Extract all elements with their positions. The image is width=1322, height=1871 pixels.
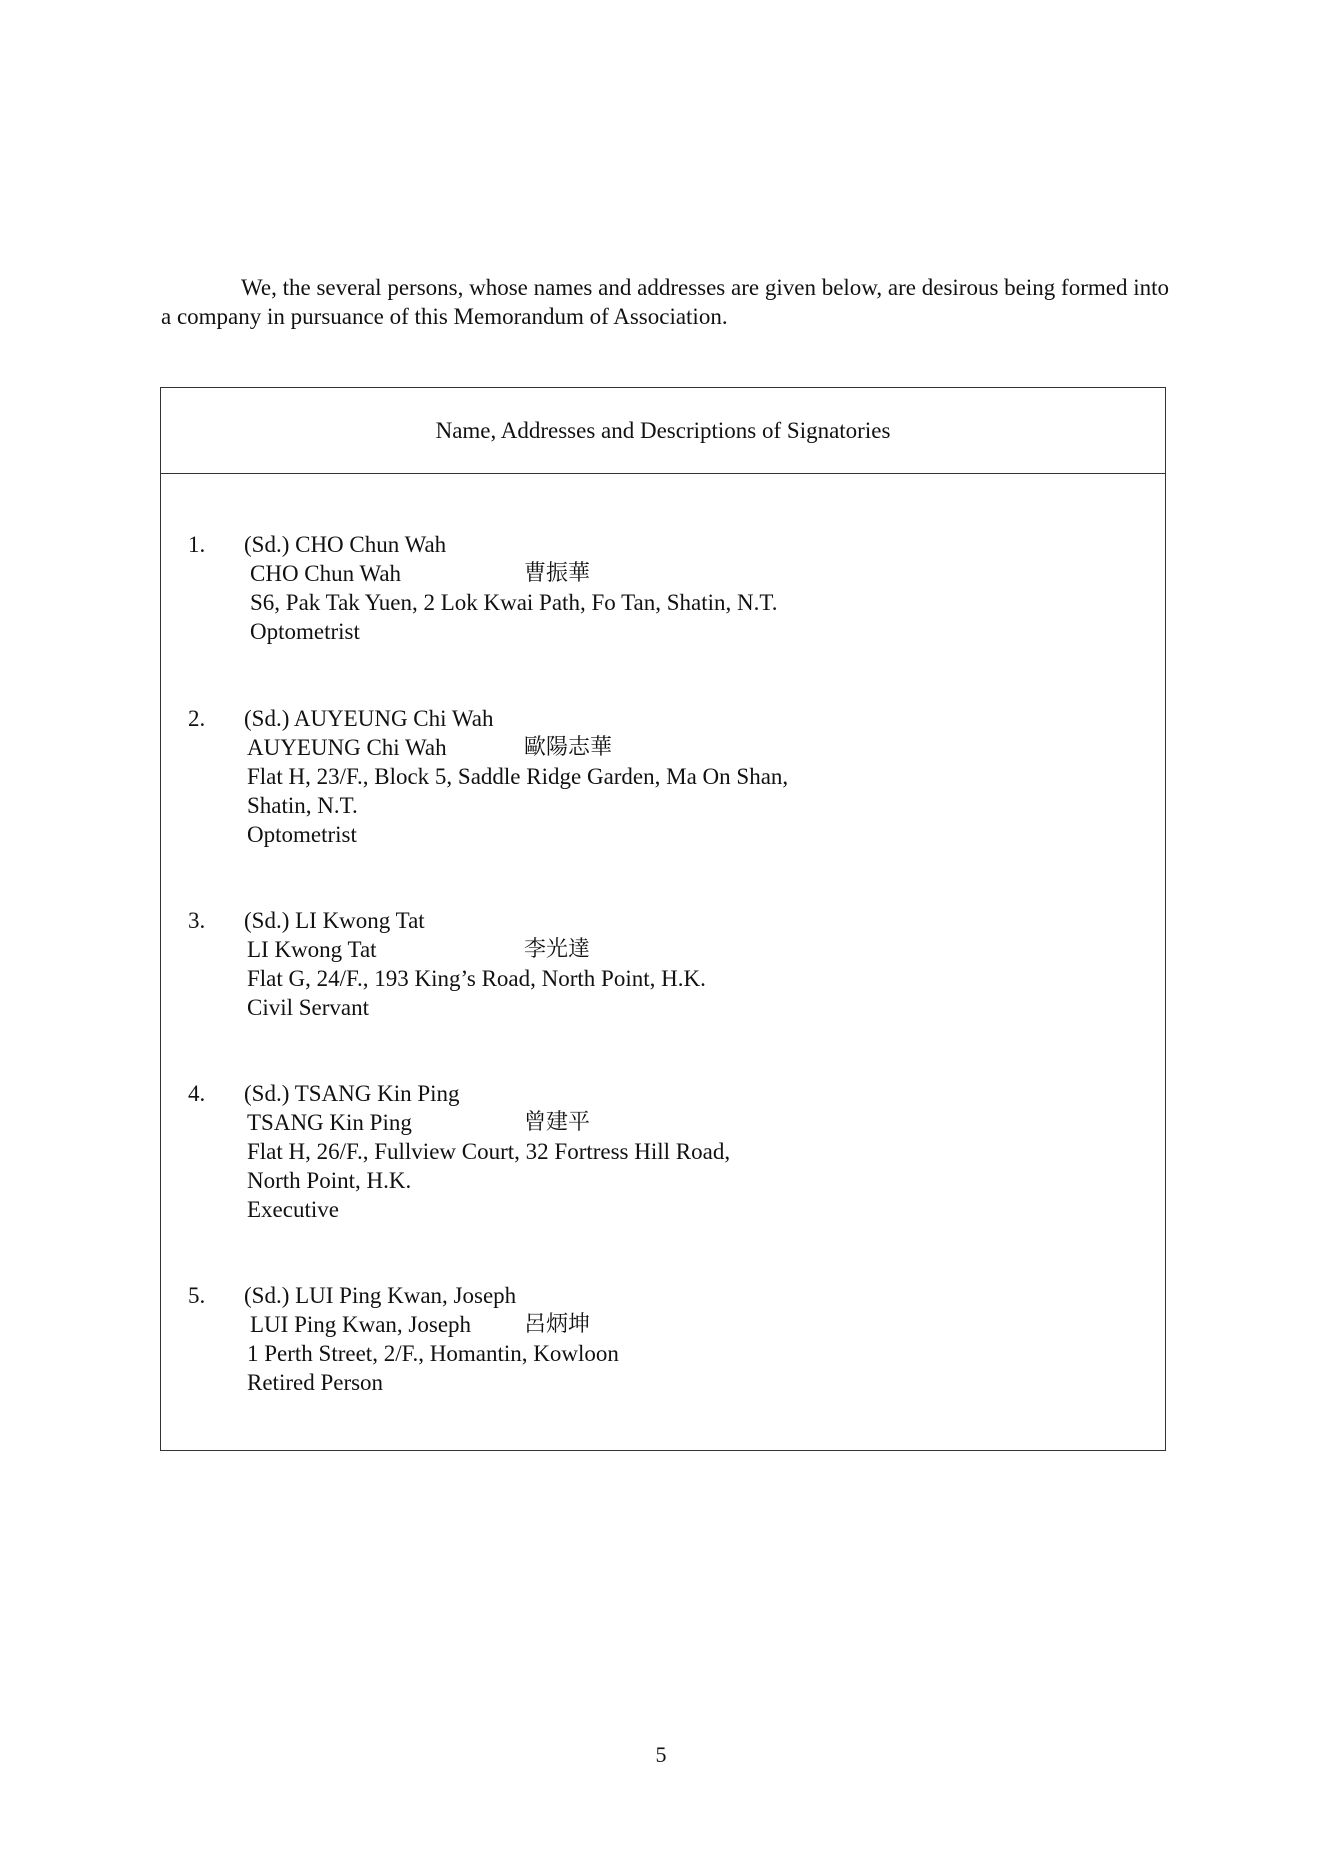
chinese-name: 李光達 [524,937,591,962]
signed-name: (Sd.) AUYEUNG Chi Wah [244,706,494,731]
table-header: Name, Addresses and Descriptions of Signatories [161,388,1165,474]
signatory-name: LI Kwong Tat [247,937,377,962]
address-line: Flat G, 24/F., 193 King’s Road, North Point, H.K. [247,966,706,991]
signed-name: (Sd.) CHO Chun Wah [244,532,447,557]
signed-name: (Sd.) TSANG Kin Ping [244,1081,460,1106]
occupation: Retired Person [247,1370,384,1395]
signed-name: (Sd.) LI Kwong Tat [244,908,425,933]
occupation: Executive [247,1197,339,1222]
page-number: 5 [655,1742,667,1767]
entry-number: 2. [188,706,206,731]
signatory-name: AUYEUNG Chi Wah [247,735,447,760]
address-line: S6, Pak Tak Yuen, 2 Lok Kwai Path, Fo Tan, Shatin, N.T. [250,590,778,615]
entry-number: 5. [188,1283,206,1308]
signatory-name: CHO Chun Wah [250,561,402,586]
address-line: North Point, H.K. [247,1168,412,1193]
address-line: 1 Perth Street, 2/F., Homantin, Kowloon [247,1341,619,1366]
intro-paragraph [161,273,1169,331]
occupation: Civil Servant [247,995,370,1020]
address-line: Flat H, 23/F., Block 5, Saddle Ridge Garden, Ma On Shan, [247,764,789,789]
entry-number: 4. [188,1081,206,1106]
intro-text: We, the several persons, whose names and addresses are given below, are desirous being formed into a company in pursuance of this Memorandum of Association. [161,275,1169,329]
occupation: Optometrist [250,619,360,644]
entry-number: 3. [188,908,206,933]
address-line: Flat H, 26/F., Fullview Court, 32 Fortress Hill Road, [247,1139,731,1164]
chinese-name: 歐陽志華 [524,735,613,760]
signatory-name: TSANG Kin Ping [247,1110,412,1135]
signed-name: (Sd.) LUI Ping Kwan, Joseph [244,1283,517,1308]
occupation: Optometrist [247,822,357,847]
entry-number: 1. [188,532,206,557]
signatory-name: LUI Ping Kwan, Joseph [250,1312,472,1337]
chinese-name: 曹振華 [524,561,591,586]
signatories-table [160,387,1166,1451]
chinese-name: 曾建平 [524,1110,591,1135]
address-line: Shatin, N.T. [247,793,358,818]
chinese-name: 呂炳坤 [524,1312,591,1337]
